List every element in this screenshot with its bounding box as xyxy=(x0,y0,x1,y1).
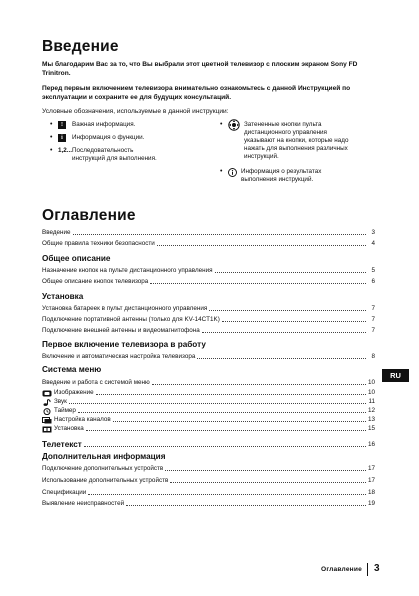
legend-result xyxy=(220,168,380,184)
important-icon: ! xyxy=(58,121,66,129)
toc-entry-page: 19 xyxy=(367,500,375,507)
legend-result-text: Информация о результатах выполнения инструкций. xyxy=(241,168,322,183)
intro-title: Введение xyxy=(42,38,119,55)
toc-section-heading: Общее описание xyxy=(42,254,111,263)
bullet: • xyxy=(220,168,223,175)
toc-entry-text: Звук xyxy=(54,398,67,405)
bullet: • xyxy=(50,121,53,128)
toc-entry-page: 7 xyxy=(371,316,375,323)
toc-entry[interactable] xyxy=(42,239,375,248)
toc-entry[interactable] xyxy=(42,499,375,508)
toc-entry-text: Введение xyxy=(42,229,71,236)
toc-entry-text: Спецификации xyxy=(42,489,87,496)
result-info-icon xyxy=(228,168,237,177)
toc-entry-text: Включение и автоматическая настройка телевизора xyxy=(42,353,196,360)
toc-entry-page: 7 xyxy=(371,305,375,312)
toc-section-heading: Дополнительная информация xyxy=(42,452,166,461)
toc-entry-text: Таймер xyxy=(54,407,76,414)
language-tab-ru: RU xyxy=(382,369,409,382)
legend-function-text: Информация о функции. xyxy=(72,134,145,141)
toc-entry-page: 18 xyxy=(367,489,375,496)
toc-entry[interactable] xyxy=(42,424,375,433)
legend-important-text: Важная информация. xyxy=(72,121,136,128)
sequence-marker: 1,2... xyxy=(58,147,73,154)
toc-entry-page: 3 xyxy=(371,229,375,236)
timer-menu-icon xyxy=(42,408,52,415)
toc-entry-text: Использование дополнительных устройств xyxy=(42,477,169,484)
toc-entry[interactable] xyxy=(42,228,375,237)
remote-buttons-icon xyxy=(228,119,240,131)
bullet: • xyxy=(50,134,53,141)
toc-entry-page: 10 xyxy=(367,389,375,396)
toc-entry-page: 12 xyxy=(367,407,375,414)
toc-title: Оглавление xyxy=(42,207,136,224)
toc-entry[interactable] xyxy=(42,378,375,387)
toc-entry[interactable] xyxy=(42,315,375,324)
bullet: • xyxy=(220,121,223,128)
toc-entry[interactable] xyxy=(42,326,375,335)
toc-entry[interactable] xyxy=(42,304,375,313)
info-function-icon: i xyxy=(58,134,66,142)
toc-entry[interactable] xyxy=(42,406,375,415)
toc-entry-text: Установка xyxy=(54,425,84,432)
toc-entry[interactable] xyxy=(42,397,375,406)
toc-entry-page: 5 xyxy=(371,267,375,274)
bullet: • xyxy=(50,147,53,154)
toc-entry[interactable] xyxy=(42,266,375,275)
toc-section-heading: Телетекст xyxy=(42,440,82,449)
sound-menu-icon xyxy=(42,399,52,406)
page-number: 3 xyxy=(374,563,380,574)
intro-warning-paragraph: Перед первым включением телевизора внимательно ознакомьтесь с данной Инструкцией по эксплуатации и сохраните ее для будущих консультаций. xyxy=(42,85,351,101)
toc-entry-text: Общие правила техники безопасности xyxy=(42,240,155,247)
toc-entry-page: 17 xyxy=(367,465,375,472)
toc-entry[interactable] xyxy=(42,388,375,397)
toc-section-heading: Система меню xyxy=(42,365,102,374)
toc-entry-teletext[interactable] xyxy=(42,438,375,449)
legend-sequence-text: Последовательность инструкций для выполнения. xyxy=(72,147,157,162)
intro-thanks-paragraph: Мы благодарим Вас за то, что Вы выбрали этот цветной телевизор с плоским экраном Sony FD Trinitron. xyxy=(42,61,358,77)
toc-entry[interactable] xyxy=(42,352,375,361)
toc-entry-text: Подключение портативной антенны (только для KV-14CT1K) xyxy=(42,316,220,323)
toc-entry-text: Настройка каналов xyxy=(54,416,111,423)
legend-caption: Условные обозначения, используемые в данной инструкции: xyxy=(42,108,229,115)
setup-menu-icon xyxy=(42,426,52,433)
toc-entry-text: Изображение xyxy=(54,389,94,396)
toc-entry-page: 6 xyxy=(371,278,375,285)
toc-entry-page: 10 xyxy=(367,379,375,386)
toc-entry-text: Введение и работа с системой меню xyxy=(42,379,150,386)
toc-entry-text: Подключение внешней антенны и видеомагнитофона xyxy=(42,327,200,334)
toc-entry-page: 16 xyxy=(367,441,375,448)
toc-entry-text: Подключение дополнительных устройств xyxy=(42,465,164,472)
toc-entry-page: 17 xyxy=(367,477,375,484)
legend-remote-text: Затененные кнопки пульта дистанционного управления указывают на кнопки, которые надо нажать для выполнения различных инструкций. xyxy=(244,121,349,160)
toc-entry-text: Выявление неисправностей xyxy=(42,500,125,507)
toc-entry-page: 13 xyxy=(367,416,375,423)
legend-function xyxy=(50,134,210,142)
toc-entry-page: 11 xyxy=(368,398,375,405)
toc-entry-text: Назначение кнопок на пульте дистанционного управления xyxy=(42,267,213,274)
footer-section-label: Оглавление xyxy=(320,566,362,573)
toc-entry-page: 7 xyxy=(371,327,375,334)
toc-section-heading: Первое включение телевизора в работу xyxy=(42,340,206,349)
toc-entry-page: 4 xyxy=(371,240,375,247)
channel-setup-menu-icon xyxy=(42,417,52,424)
toc-entry[interactable] xyxy=(42,415,375,424)
picture-menu-icon xyxy=(42,390,52,397)
toc-entry-page: 15 xyxy=(367,425,375,432)
toc-entry[interactable] xyxy=(42,277,375,286)
toc-entry-page: 8 xyxy=(371,353,375,360)
toc-entry[interactable] xyxy=(42,488,375,497)
toc-section-heading: Установка xyxy=(42,292,84,301)
toc-entry-text: Установка батареек в пульт дистанционного управления xyxy=(42,305,208,312)
legend-important xyxy=(50,121,210,129)
toc-entry-text: Общее описание кнопок телевизора xyxy=(42,278,149,285)
legend-remote xyxy=(220,121,380,161)
legend-sequence xyxy=(50,147,210,163)
footer-divider xyxy=(367,563,368,576)
toc-entry[interactable] xyxy=(42,464,375,473)
toc-entry[interactable] xyxy=(42,476,375,485)
